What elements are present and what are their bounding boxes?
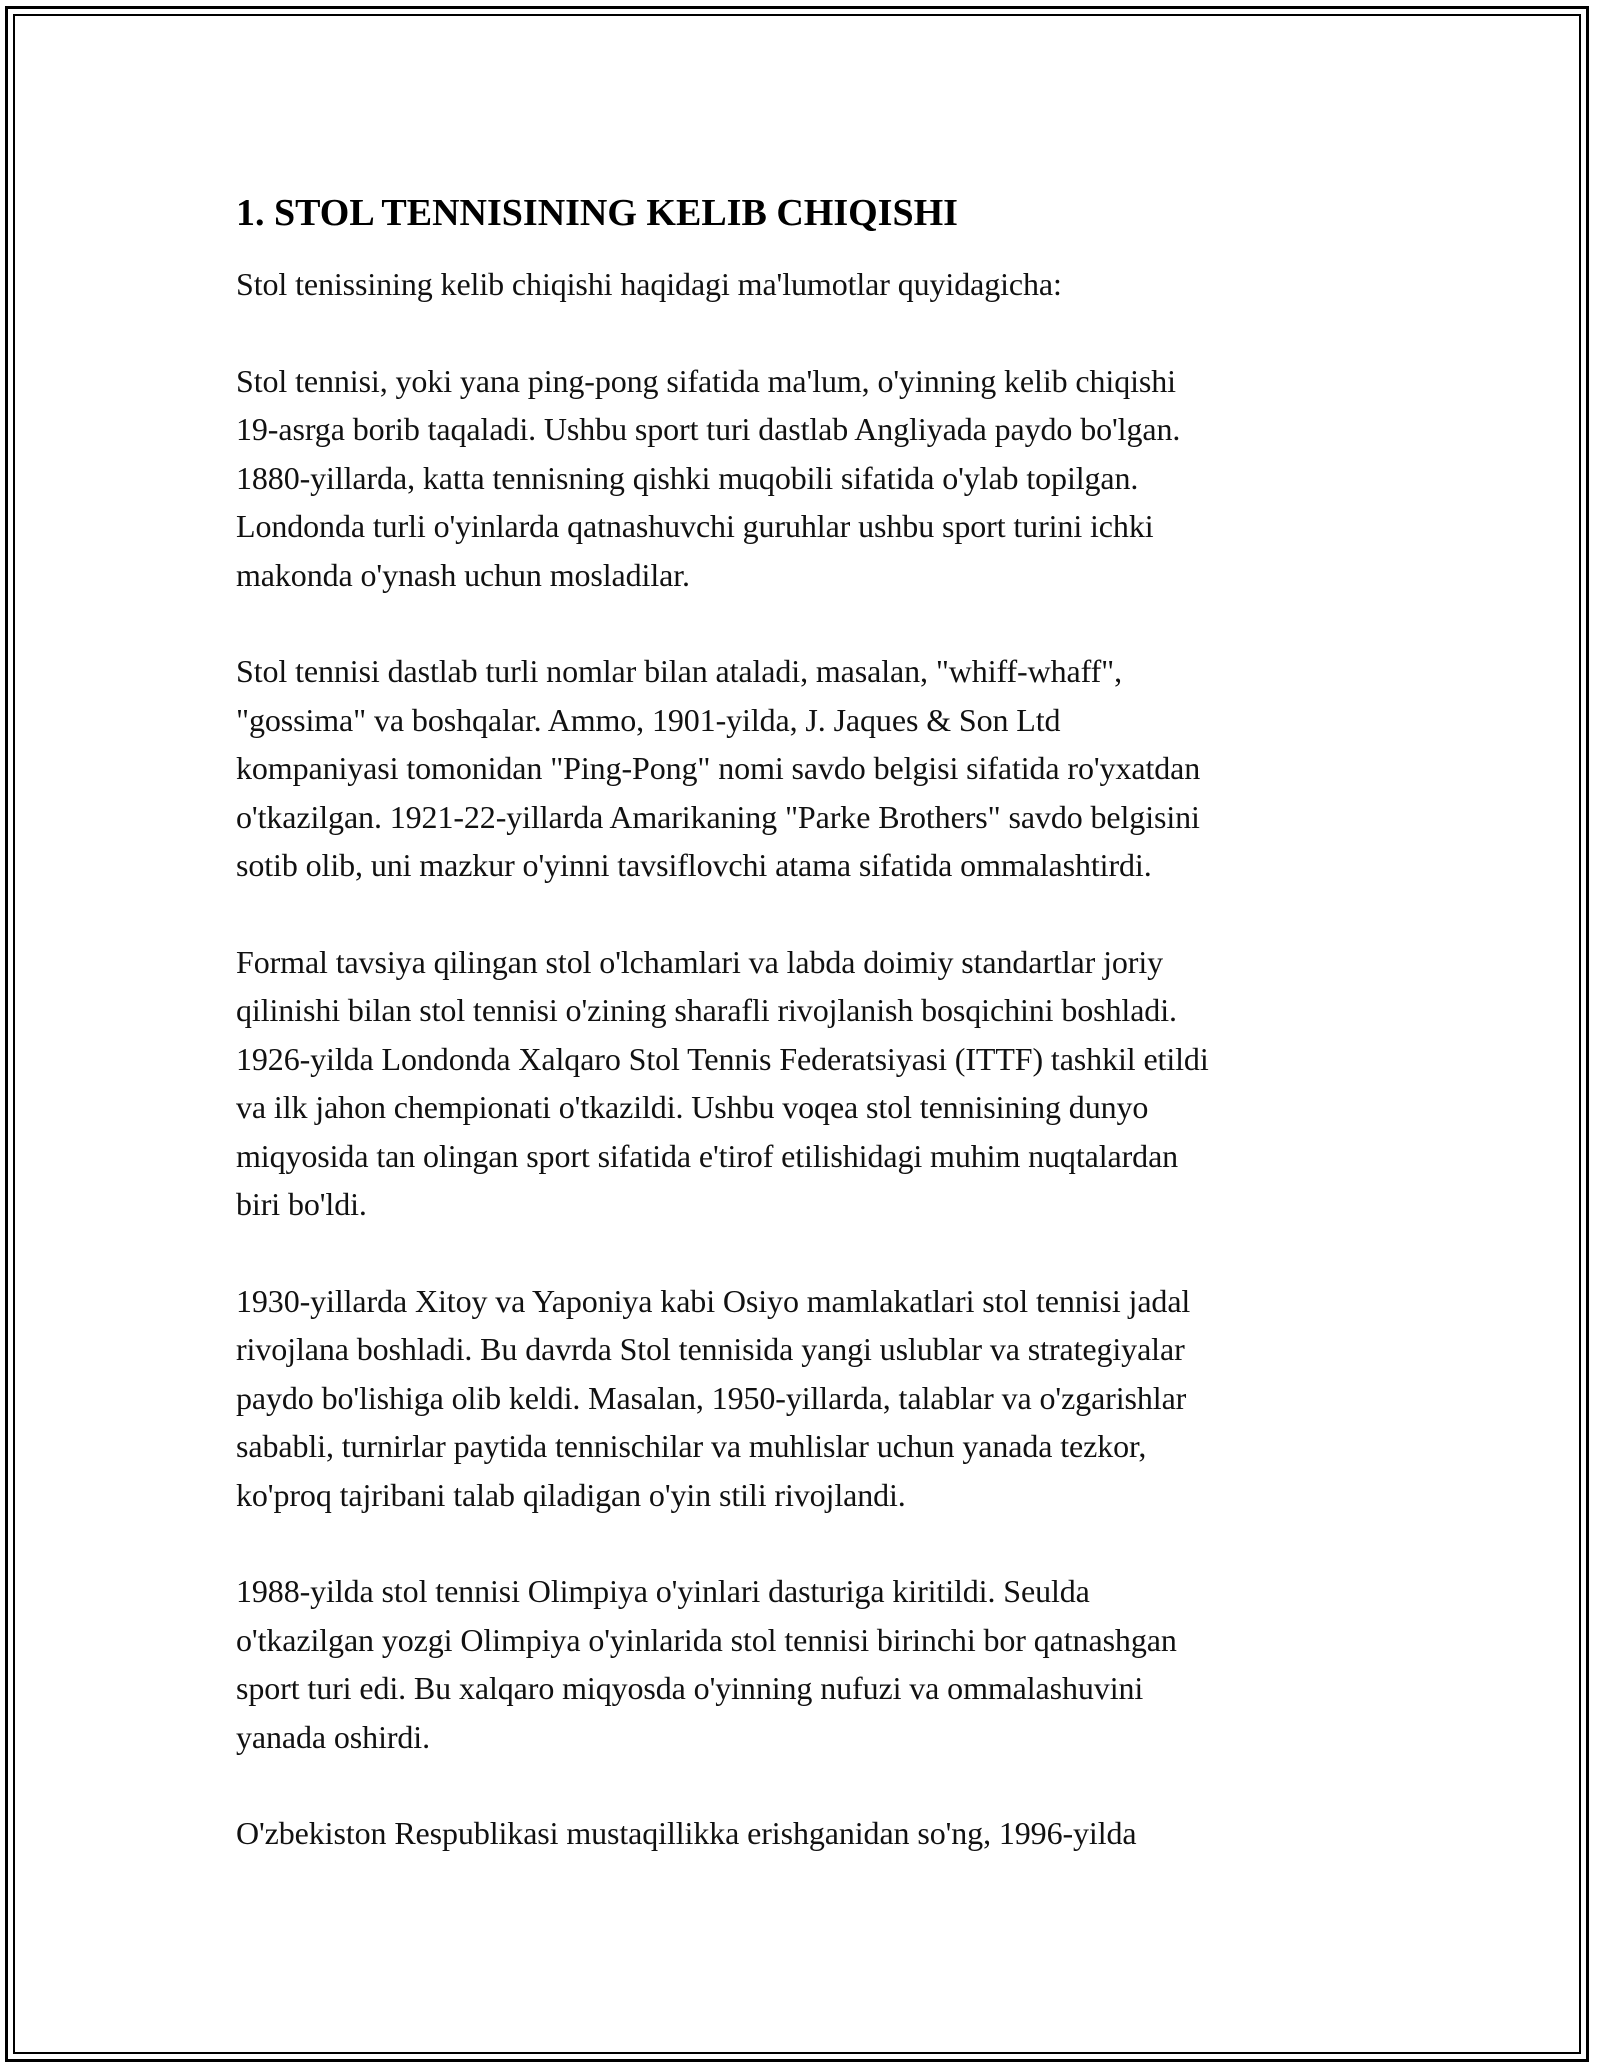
text-line: Formal tavsiya qilingan stol o'lchamlari va labda doimiy standartlar joriy — [236, 943, 1164, 980]
intro-paragraph: Stol tenissining kelib chiqishi haqidagi ma'lumotlar quyidagicha: — [236, 266, 1062, 302]
text-line: sport turi edi. Bu xalqaro miqyosda o'yinning nufuzi va ommalashuvini — [236, 1670, 1144, 1706]
text-line: Stol tennisi, yoki yana ping-pong sifatida ma'lum, o'yinning kelib chiqishi — [236, 362, 1176, 399]
text-line: makonda o'ynash uchun mosladilar. — [236, 556, 690, 593]
text-line: sotib olib, uni mazkur o'yinni tavsiflovchi atama sifatida ommalashtirdi. — [236, 847, 1152, 883]
text-line: 1988-yilda stol tennisi Olimpiya o'yinlari dasturiga kiritildi. Seulda — [236, 1573, 1090, 1609]
section-heading: 1. STOL TENNISINING KELIB CHIQISHI — [236, 192, 958, 234]
paragraph-1 — [236, 357, 1366, 600]
text-line: "gossima" va boshqalar. Ammo, 1901-yilda, J. Jaques & Son Ltd — [236, 701, 1061, 738]
paragraph-3 — [236, 938, 1366, 1229]
text-line: yanada oshirdi. — [236, 1718, 431, 1755]
text-line: o'tkazilgan yozgi Olimpiya o'yinlarida stol tennisi birinchi bor qatnashgan — [236, 1621, 1177, 1658]
text-line: 1880-yillarda, katta tennisning qishki muqobili sifatida o'ylab topilgan. — [236, 459, 1139, 496]
text-line: o'tkazilgan. 1921-22-yillarda Amarikaning "Parke Brothers" savdo belgisini — [236, 798, 1200, 835]
paragraph-2 — [236, 647, 1366, 890]
document-body — [236, 188, 1366, 1858]
text-line: qilinishi bilan stol tennisi o'zining sharafli rivojlanish bosqichini boshladi. — [236, 992, 1177, 1028]
text-line: Londonda turli o'yinlarda qatnashuvchi guruhlar ushbu sport turini ichki — [236, 508, 1154, 544]
paragraph-4 — [236, 1277, 1366, 1520]
text-line: va ilk jahon chempionati o'tkazildi. Ushbu voqea stol tennisining dunyo — [236, 1089, 1149, 1125]
text-line: ko'proq tajribani talab qiladigan o'yin stili rivojlandi. — [236, 1476, 906, 1513]
text-line: sababli, turnirlar paytida tennischilar va muhlislar uchun yanada tezkor, — [236, 1428, 1147, 1464]
text-line: kompaniyasi tomonidan "Ping-Pong" nomi savdo belgisi sifatida ro'yxatdan — [236, 750, 1201, 786]
paragraph-list — [236, 357, 1366, 1858]
text-line: rivojlana boshladi. Bu davrda Stol tennisida yangi uslublar va strategiyalar — [236, 1331, 1185, 1367]
text-line: biri bo'ldi. — [236, 1186, 367, 1222]
text-line: Stol tennisi dastlab turli nomlar bilan ataladi, masalan, "whiff-whaff", — [236, 653, 1122, 689]
text-line: 1930-yillarda Xitoy va Yaponiya kabi Osiyo mamlakatlari stol tennisi jadal — [236, 1282, 1191, 1319]
paragraph-5 — [236, 1567, 1366, 1761]
text-line: miqyosida tan olingan sport sifatida e'tirof etilishidagi muhim nuqtalardan — [236, 1137, 1179, 1174]
text-line: paydo bo'lishiga olib keldi. Masalan, 1950-yillarda, talablar va o'zgarishlar — [236, 1379, 1187, 1416]
text-line: 19-asrga borib taqaladi. Ushbu sport turi dastlab Angliyada paydo bo'lgan. — [236, 411, 1181, 447]
text-line: 1926-yilda Londonda Xalqaro Stol Tennis Federatsiyasi (ITTF) tashkil etildi — [236, 1040, 1209, 1077]
paragraph-6 — [236, 1809, 1366, 1858]
text-line: O'zbekiston Respublikasi mustaqillikka erishganidan so'ng, 1996-yilda — [236, 1815, 1137, 1851]
